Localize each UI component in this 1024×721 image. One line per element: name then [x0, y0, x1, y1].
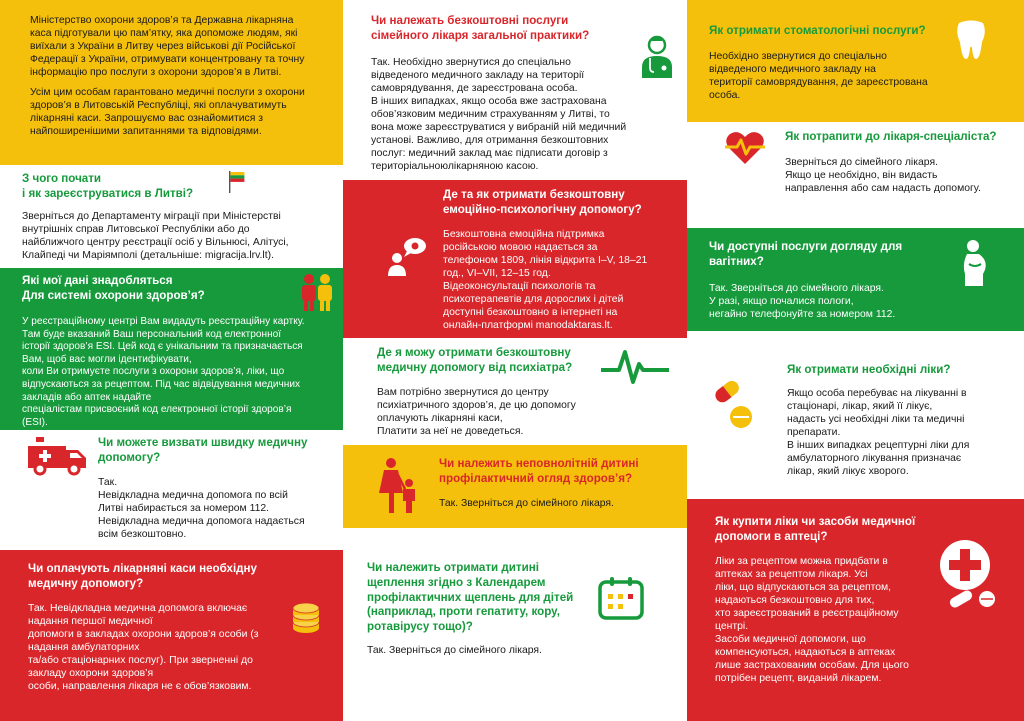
- payment-title: [28, 562, 257, 592]
- text-line: Необхідно звернутися до спеціально: [709, 51, 887, 62]
- text-line: компенсуються, надаються в аптеках: [715, 647, 896, 658]
- medicines-panel: [687, 331, 1024, 499]
- psychiatrist-panel: [343, 338, 687, 445]
- specialist-title: [785, 130, 997, 145]
- ambulance-title: [98, 436, 307, 466]
- text-line: В інших випадках рецептурні ліки для: [787, 440, 970, 451]
- register-body: [22, 210, 332, 262]
- mother-child-icon: [379, 457, 419, 515]
- text-line: Чи належать безкоштовні послуги: [371, 14, 569, 27]
- text-line: каса підготували цю пам’ятку, яка допоможе людям, які: [30, 28, 298, 39]
- text-line: територіальноюлікарняною касою.: [371, 161, 539, 172]
- text-line: надасть усі необхідні ліки та медичні: [787, 414, 965, 425]
- text-line: внутрішніх справ Литовської Республіки або до: [22, 224, 250, 235]
- pills-icon: [709, 375, 757, 433]
- pharmacy-title: [715, 515, 915, 545]
- text-line: медичну допомогу?: [28, 576, 144, 590]
- doctor-icon: [639, 34, 675, 78]
- text-line: ліки, що відпускаються за рецептом,: [715, 582, 892, 593]
- text-line: Чи оплачують лікарняні каси необхідну: [28, 562, 257, 575]
- vaccination-body: [367, 644, 597, 657]
- text-line: Так. Зверніться до сімейного лікаря.: [439, 498, 614, 509]
- text-line: відведеного медичного закладу на території: [371, 70, 585, 81]
- text-line: Так. Зверніться до сімейного лікаря.: [367, 645, 542, 656]
- patients-icon: [298, 272, 336, 312]
- text-line: Зверніться до сімейного лікаря.: [785, 157, 938, 168]
- text-line: Вам, щоб вас могли ідентифікувати,: [22, 353, 192, 365]
- text-line: спеціалістам присвоєний код електронної історії здоров’я: [22, 404, 292, 416]
- text-line: та/або стаціонарних послуг). При зверненні до: [28, 655, 253, 666]
- text-line: Засоби медичної допомоги, що: [715, 634, 866, 645]
- specialist-panel: [687, 122, 1024, 228]
- intro-panel: [0, 0, 343, 165]
- text-line: (ESI).: [22, 416, 48, 428]
- text-line: лікар, який лікує хворого.: [787, 466, 909, 477]
- medicines-body: [787, 387, 1019, 478]
- text-line: самоврядування, де зареєстрована особа.: [371, 83, 578, 94]
- text-line: телефоном 1809, лінія відкрита I–V, 18–21: [443, 255, 648, 266]
- child-check-body: [439, 497, 669, 510]
- medicines-title: [787, 363, 950, 378]
- text-line: відпускаються за рецептом. Під час відвідування медичних: [22, 379, 301, 391]
- text-line: У разі, якщо почалися пологи,: [709, 296, 854, 307]
- text-line: центрі.: [715, 621, 749, 632]
- psychiatrist-title: [377, 346, 572, 376]
- text-line: стаціонарі, лікар, який її лікує,: [787, 401, 933, 412]
- text-line: надання першої медичної: [28, 616, 153, 627]
- text-line: Усім цим особам гарантовано медичні послуги з охорони: [30, 87, 305, 98]
- text-line: особа.: [709, 90, 741, 101]
- text-line: надаються безкоштовно для тих,: [715, 595, 875, 606]
- vaccination-panel: [343, 528, 687, 721]
- text-line: Де я можу отримати безкоштовну: [377, 346, 571, 359]
- pharmacy-cross-icon: [939, 539, 999, 609]
- text-line: обов’язковим медичним страхуванням у Литві, то: [371, 109, 610, 120]
- text-line: Чи доступні послуги догляду для: [709, 240, 903, 253]
- heartbeat-icon: [601, 346, 669, 386]
- text-line: найпоширенішими запитаннями та відповідями.: [30, 126, 262, 137]
- data-needed-panel: [0, 268, 343, 430]
- text-line: здоров’я в Литовській Республіці, які оплачуватимуть: [30, 100, 287, 111]
- heart-pulse-icon: [725, 130, 765, 166]
- text-line: особи, направлення лікаря не є обов’язковим.: [28, 681, 252, 692]
- text-line: Якщо особа перебуває на лікуванні в: [787, 388, 967, 399]
- text-line: онлайн-платформі manodaktaras.lt.: [443, 320, 613, 331]
- text-line: Клайпеді чи Маріямполі (детальніше: migracija.lrv.lt).: [22, 250, 274, 261]
- coins-icon: [290, 600, 322, 634]
- text-line: (наприклад, проти гепатиту, кору,: [367, 605, 560, 619]
- payment-body: [28, 602, 278, 693]
- text-line: В інших випадках, якщо особа вже застрахована: [371, 96, 607, 107]
- family-doctor-title: [371, 14, 589, 44]
- text-line: вагітних?: [709, 254, 764, 268]
- text-line: Так. Зверніться до сімейного лікаря.: [709, 283, 884, 294]
- text-line: лікарняні каси. Запрошуємо вас ознайомитися з: [30, 113, 263, 124]
- text-line: негайно телефонуйте за номером 112.: [709, 309, 896, 320]
- text-line: амбулаторного лікування призначає: [787, 453, 962, 464]
- text-line: допомоги в аптеці?: [715, 529, 828, 543]
- text-line: Федерації з України, отримувати концентровану та точну: [30, 54, 305, 65]
- text-line: закладів або аптек надайте: [22, 391, 152, 403]
- text-line: Які мої дані знадобляться: [22, 274, 173, 287]
- psychiatrist-body: [377, 386, 607, 438]
- pregnant-panel: [687, 228, 1024, 331]
- text-line: профілактичний огляд здоров’я?: [439, 471, 633, 485]
- text-line: направлення або сам надасть допомогу.: [785, 183, 981, 194]
- text-line: Чи належить отримати дитині: [367, 561, 539, 574]
- text-line: З чого почати: [22, 172, 102, 185]
- text-line: Безкоштовна емоційна підтримка: [443, 229, 605, 240]
- text-line: профілактичних щеплень для дітей: [367, 590, 574, 604]
- text-line: Якщо це необхідно, він видасть: [785, 170, 938, 181]
- register-panel: [0, 165, 343, 268]
- text-line: російською мовою надається за: [443, 242, 598, 253]
- text-line: Відеоконсультації психологів та: [443, 281, 596, 292]
- text-line: допомоги в закладах охорони здоров’я особи (з: [28, 629, 259, 640]
- specialist-body: [785, 156, 1015, 195]
- ambulance-icon: [26, 436, 90, 478]
- text-line: У реєстраційному центрі Вам видадуть реєстраційну картку.: [22, 316, 305, 327]
- dental-body: [709, 50, 959, 102]
- psych-help-panel: [343, 180, 687, 338]
- dental-title: [709, 24, 926, 39]
- text-line: Зверніться до Департаменту міграції при Міністерстві: [22, 211, 281, 222]
- text-line: Ліки за рецептом можна придбати в: [715, 556, 888, 567]
- text-line: Так. Необхідно звернутися до спеціально: [371, 57, 571, 68]
- text-line: Чи можете визвати швидку медичну: [98, 436, 308, 449]
- text-line: медичну допомогу від психіатра?: [377, 360, 573, 374]
- text-line: аптеках за рецептом лікаря. Усі: [715, 569, 868, 580]
- text-line: Невідкладна медична допомога надається: [98, 516, 305, 527]
- counseling-icon: [387, 236, 427, 276]
- text-line: ротавірусу тощо)?: [367, 620, 473, 634]
- text-line: Чи належить неповнолітній дитині: [439, 457, 639, 470]
- family-doctor-panel: [343, 0, 687, 180]
- text-line: послуг: медичний заклад має підписати договір з: [371, 148, 608, 159]
- text-line: всім безкоштовно.: [98, 529, 187, 540]
- pregnant-body: [709, 282, 949, 321]
- text-line: препарати.: [787, 427, 841, 438]
- text-line: Невідкладна медична допомога по всій: [98, 490, 288, 501]
- text-line: Там буде вказаний Ваш персональний код електронної: [22, 328, 282, 340]
- text-line: установі. Важливо, для отримання безкоштовних: [371, 135, 609, 146]
- child-check-panel: [343, 445, 687, 528]
- text-line: Міністерство охорони здоров’я та Державна лікарняна: [30, 15, 294, 26]
- text-line: Так.: [98, 477, 118, 488]
- text-line: оплачують лікарняні каси,: [377, 413, 503, 424]
- text-line: найближчого центру реєстрації осіб у Вільнюсі, Алітусі,: [22, 237, 289, 248]
- text-line: території самоврядування, де зареєстрована: [709, 77, 928, 88]
- text-line: емоційно-психологічну допомогу?: [443, 202, 642, 216]
- text-line: Як купити ліки чи засоби медичної: [715, 515, 916, 528]
- text-line: Вам потрібно звернутися до центру: [377, 387, 549, 398]
- text-line: коли Ви отримуєте послуги з охорони здоров’я, ліки, що: [22, 366, 285, 378]
- vaccination-title: [367, 561, 573, 635]
- ambulance-panel: [0, 430, 343, 550]
- text-line: хто зареєстрований в реєстраційному: [715, 608, 899, 619]
- text-line: сімейного лікаря загальної практики?: [371, 28, 590, 42]
- psych-help-title: [443, 188, 642, 218]
- text-line: історії здоров’я ESI. Цей код є унікальним та призначається: [22, 341, 303, 353]
- text-line: і як зареєструватися в Литві?: [22, 186, 194, 200]
- payment-panel: [0, 550, 343, 721]
- ambulance-body: [98, 476, 338, 541]
- intro-text-2: [30, 86, 330, 138]
- pharmacy-panel: [687, 499, 1024, 721]
- text-line: Литві набирається за номером 112.: [98, 503, 270, 514]
- text-line: психіатричного здоров’я, де цю допомогу: [377, 400, 576, 411]
- text-line: Так. Невідкладна медична допомога включає: [28, 603, 248, 614]
- text-line: Як отримати стоматологічні послуги?: [709, 24, 926, 37]
- text-line: виїхали з України в Литву через військові дії Російської: [30, 41, 296, 52]
- family-doctor-body: [371, 56, 641, 173]
- calendar-icon: [597, 576, 645, 620]
- psych-help-body: [443, 228, 678, 332]
- text-line: год., VI–VII, 12–15 год.: [443, 268, 551, 279]
- data-needed-title: [22, 274, 205, 304]
- dental-panel: [687, 0, 1024, 122]
- text-line: вона може зареєструватися у вибраній ній медичний: [371, 122, 627, 133]
- text-line: Як отримати необхідні ліки?: [787, 363, 951, 376]
- text-line: психотерапевтів для дорослих і дітей: [443, 294, 624, 305]
- intro-text-1: [30, 14, 330, 79]
- tooth-icon: [955, 18, 987, 60]
- child-check-title: [439, 457, 639, 487]
- text-line: відведеного медичного закладу на: [709, 64, 876, 75]
- pharmacy-body: [715, 555, 937, 685]
- text-line: Де та як отримати безкоштовну: [443, 188, 625, 201]
- pregnant-woman-icon: [959, 238, 991, 288]
- text-line: Платити за неї не доведеться.: [377, 426, 524, 437]
- lithuania-flag-icon: [228, 171, 246, 193]
- text-line: Для системі охорони здоров’я?: [22, 288, 205, 302]
- text-line: Як потрапити до лікаря-спеціаліста?: [785, 130, 997, 143]
- text-line: лише застрахованим особам. Для цього: [715, 660, 909, 671]
- text-line: інформацію про послуги з охорони здоров’я в Литві.: [30, 67, 282, 78]
- text-line: закладу охорони здоров’я: [28, 668, 154, 679]
- text-line: потрібен рецепт, виданий лікарем.: [715, 673, 882, 684]
- text-line: доступні безкоштовно в інтернеті на: [443, 307, 618, 318]
- data-needed-body: [22, 316, 340, 429]
- text-line: допомогу?: [98, 450, 161, 464]
- register-title: [22, 172, 193, 202]
- pregnant-title: [709, 240, 902, 270]
- text-line: надання амбулаторних: [28, 642, 140, 653]
- text-line: щеплення згідно з Календарем: [367, 575, 546, 589]
